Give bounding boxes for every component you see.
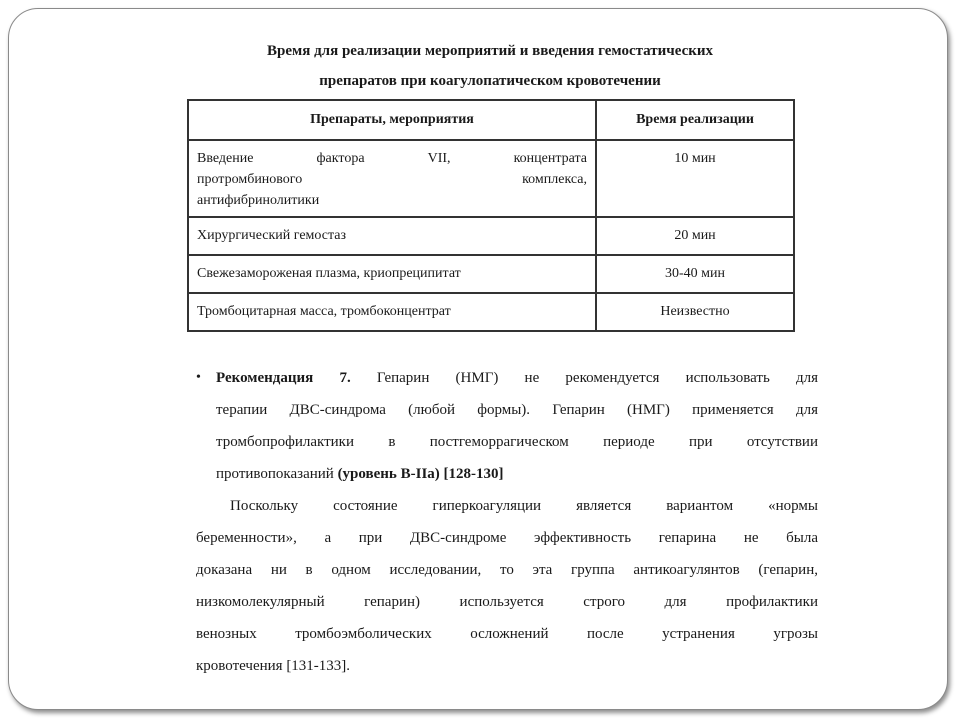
recommendation-label: Рекомендация 7. (216, 370, 351, 386)
recommendation-block (196, 362, 818, 682)
evidence-level: (уровень В-IIa) [128-130] (337, 466, 504, 482)
cell-time: 30-40 мин (596, 255, 794, 293)
paragraph-line: Поскольку состояние гиперкоагуляции является вариантом «нормы (230, 498, 818, 514)
bullet-icon: • (196, 370, 201, 385)
paragraph-line: кровотечения [131-133]. (196, 658, 351, 674)
cell-time: 10 мин (596, 140, 794, 217)
header-measures: Препараты, мероприятия (188, 100, 596, 140)
paragraph-line: доказана ни в одном исследовании, то эта группа антикоагулянтов (гепарин, (196, 562, 818, 578)
header-time: Время реализации (596, 100, 794, 140)
paragraph-line: беременности», а при ДВС-синдроме эффективность гепарина не была (196, 530, 818, 546)
title-line-1: Время для реализации мероприятий и введения гемостатических (266, 43, 714, 59)
recommendation-line-2: терапии ДВС-синдрома (любой формы). Гепарин (НМГ) применяется для (216, 402, 818, 418)
cell-time: Неизвестно (596, 293, 794, 331)
recommendation-line (216, 458, 818, 490)
recommendation-line-1: Гепарин (НМГ) не рекомендуется использовать для (376, 370, 818, 386)
table-row (188, 140, 794, 217)
paragraph-line: низкомолекулярный гепарин) используется строго для профилактики (196, 594, 818, 610)
recommendation-line (216, 362, 818, 394)
title-line-2: препаратов при коагулопатическом кровотечении (319, 73, 661, 89)
body-paragraph (196, 490, 818, 682)
timing-table (187, 99, 795, 332)
recommendation-line-3: тромбопрофилактики в постгеморрагическом периоде при отсутствии (216, 434, 818, 450)
recommendation-text (216, 362, 818, 490)
cell-measure: Тромбоцитарная масса, тромбоконцентрат (188, 293, 596, 331)
cell-measure (188, 140, 596, 217)
table-header-row (188, 100, 794, 140)
cell-time: 20 мин (596, 217, 794, 255)
table-row (188, 255, 794, 293)
paragraph-line: венозных тромбоэмболических осложнений после устранения угрозы (196, 626, 818, 642)
table-row (188, 293, 794, 331)
document-title (190, 36, 790, 96)
cell-line: протромбинового комплекса, (197, 172, 587, 187)
cell-line: Введение фактора VII, концентрата (197, 151, 587, 166)
cell-line: антифибринолитики (197, 193, 320, 208)
cell-measure: Хирургический гемостаз (188, 217, 596, 255)
table-row (188, 217, 794, 255)
recommendation-line-4: противопоказаний (216, 466, 334, 482)
cell-measure: Свежезамороженая плазма, криопреципитат (188, 255, 596, 293)
